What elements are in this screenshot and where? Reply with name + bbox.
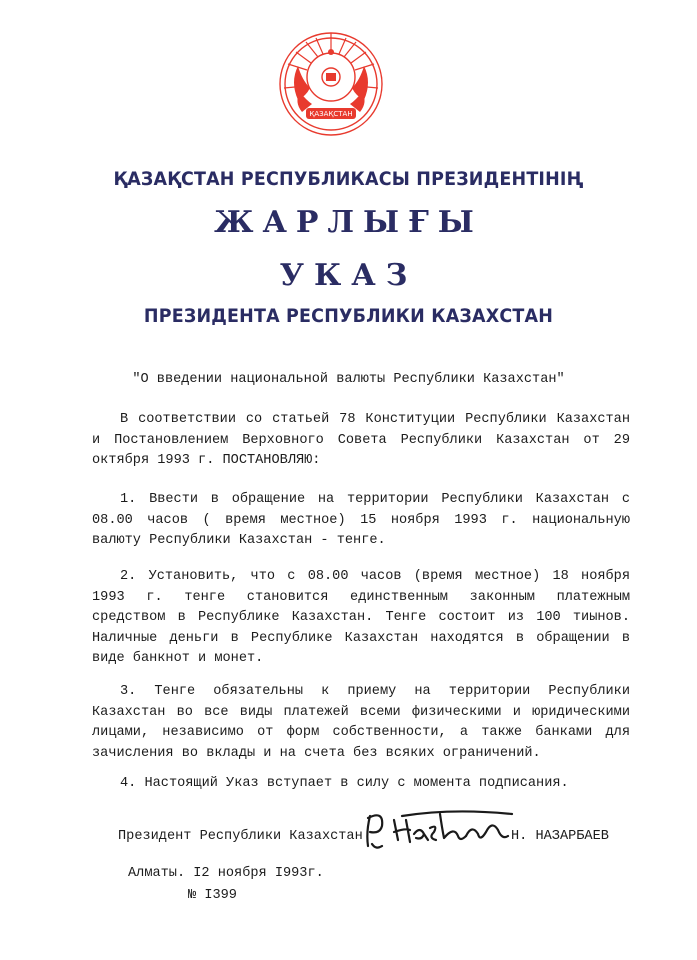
heading-kazakh-decree: ЖАРЛЫҒЫ (214, 205, 483, 240)
emblem-label: ҚАЗАҚСТАН (309, 110, 353, 118)
place-and-date: Алматы. I2 ноября I993г. (128, 866, 324, 881)
paragraph-preamble: В соответствии со статьей 78 Конституции Республики Казахстан и Постановлением Верховного Совета Республики Казахстан от 29 октября 1993 г. ПОСТАНОВЛЯЮ: (92, 412, 630, 469)
paragraph-item-3: 3. Тенге обязательны к приему на территории Республики Казахстан во все виды платежей всеми физическими и юридическими лицами, независимо от форм собственности, а также банками для зачисления во вклады и на счета без всяких ограничений. (92, 684, 630, 761)
state-emblem-icon (276, 30, 386, 138)
signatory-position: Президент Республики Казахстан (118, 829, 363, 844)
heading-russian-decree: УКАЗ (279, 258, 418, 293)
paragraph-item-2: 2. Установить, что с 08.00 часов (время местное) 18 ноября 1993 г. тенге становится единственным законным платежным средством в Республике Казахстан. Тенге состоит из 100 тиынов. Наличные деньги в Республике Казахстан находятся в обращении в виде банкнот и монет. (92, 569, 630, 667)
heading-kazakh-president: ҚАЗАҚСТАН РЕСПУБЛИКАСЫ ПРЕЗИДЕНТІНІҢ (113, 168, 584, 190)
signatory-name: Н. НАЗАРБАЕВ (511, 829, 609, 844)
handwritten-signature (362, 806, 517, 856)
decree-number: № I399 (188, 888, 237, 903)
paragraph-item-4: 4. Настоящий Указ вступает в силу с момента подписания. (120, 776, 569, 791)
decree-title: "О введении национальной валюты Республики Казахстан" (132, 372, 565, 387)
paragraph-item-1: 1. Ввести в обращение на территории Республики Казахстан с 08.00 часов ( время местное) 15 ноября 1993 г. национальную валюту Республики Казахстан - тенге. (92, 492, 630, 549)
heading-russian-president: ПРЕЗИДЕНТА РЕСПУБЛИКИ КАЗАХСТАН (143, 305, 554, 327)
